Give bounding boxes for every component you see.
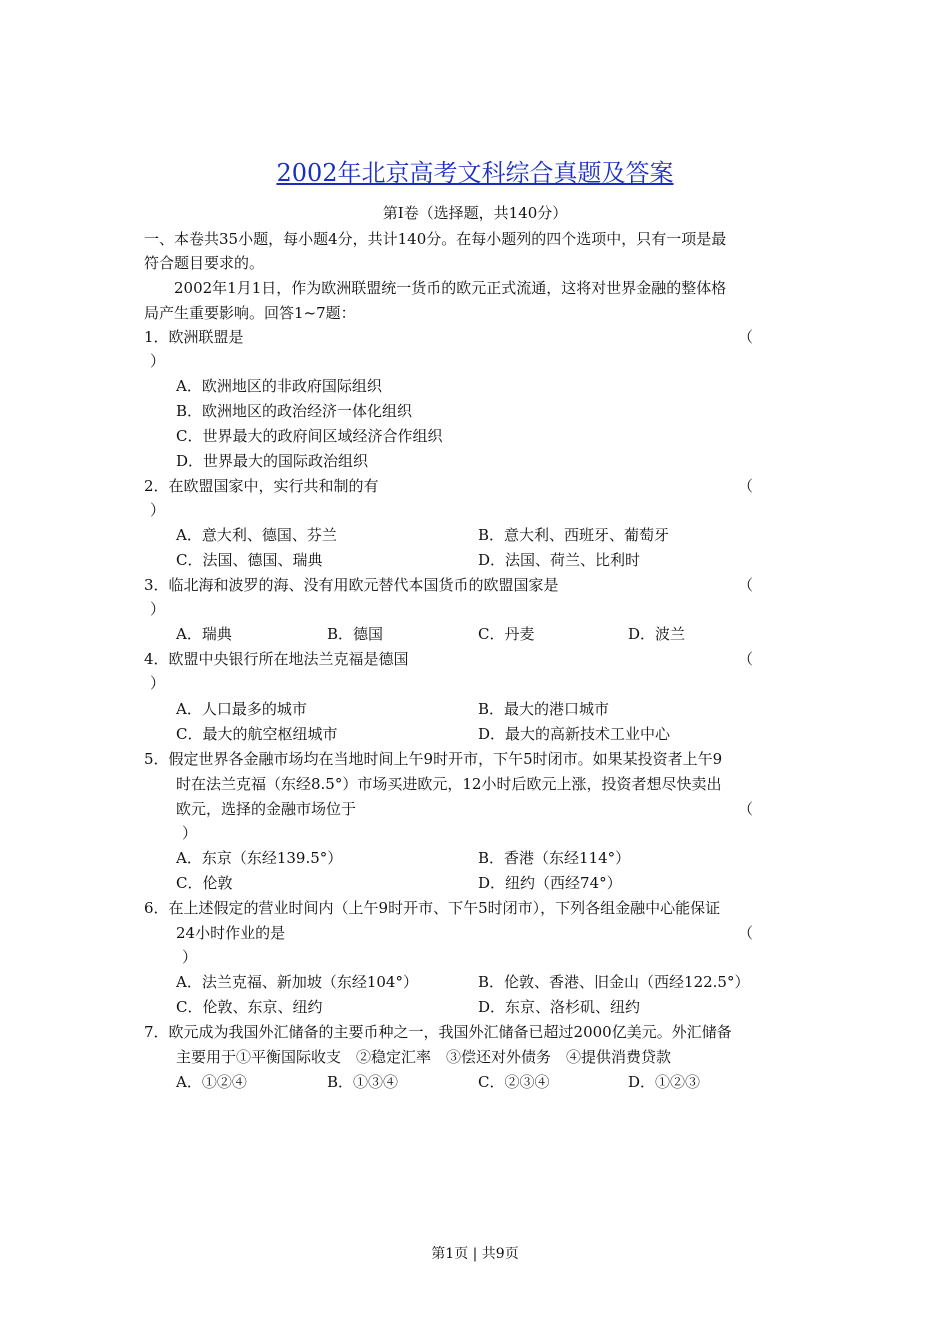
answer-paren-close: ）: [182, 824, 198, 842]
answer-paren-open: （: [738, 328, 754, 346]
answer-paren-open: （: [738, 650, 754, 668]
question-7-stem-line-1: 7．欧元成为我国外汇储备的主要币种之一，我国外汇储备已超过2000亿美元。外汇储备: [144, 1023, 732, 1041]
question-3-option-b: B．德国: [327, 625, 384, 643]
question-4-option-b: B．最大的港口城市: [478, 700, 610, 718]
answer-paren-open: （: [738, 477, 754, 495]
passage-line-2: 局产生重要影响。回答1~7题：: [144, 304, 356, 322]
question-6-option-a: A．法兰克福、新加坡（东经104°）: [176, 973, 418, 991]
page-title[interactable]: 2002年北京高考文科综合真题及答案: [276, 159, 674, 187]
question-1-option-d: D．世界最大的国际政治组织: [176, 452, 369, 470]
passage-line-1: 2002年1月1日，作为欧洲联盟统一货币的欧元正式流通，这将对世界金融的整体格: [174, 279, 727, 297]
question-5-option-b: B．香港（东经114°）: [478, 849, 631, 867]
question-5-stem-line-3: 欧元，选择的金融市场位于: [176, 800, 357, 818]
intro-line-2: 符合题目要求的。: [144, 254, 265, 272]
question-2-option-c: C．法国、德国、瑞典: [176, 551, 323, 569]
question-3-option-c: C．丹麦: [478, 625, 535, 643]
question-1-option-c: C．世界最大的政府间区域经济合作组织: [176, 427, 443, 445]
question-7-option-c: C．②③④: [478, 1073, 550, 1091]
question-1-stem: 1．欧洲联盟是: [144, 328, 244, 346]
question-6-stem-line-1: 6．在上述假定的营业时间内（上午9时开市、下午5时闭市），下列各组金融中心能保证: [144, 899, 721, 917]
answer-paren-open: （: [738, 800, 754, 818]
section-subtitle: 第Ⅰ卷（选择题，共140分）: [382, 204, 568, 222]
question-4-option-c: C．最大的航空枢纽城市: [176, 725, 338, 743]
question-6-option-c: C．伦敦、东京、纽约: [176, 998, 323, 1016]
question-7-option-a: A．①②④: [176, 1073, 247, 1091]
question-5-option-a: A．东京（东经139.5°）: [176, 849, 343, 867]
question-3-option-d: D．波兰: [628, 625, 686, 643]
question-5-stem-line-1: 5．假定世界各金融市场均在当地时间上午9时开市，下午5时闭市。如果某投资者上午9: [144, 750, 723, 768]
question-4-option-d: D．最大的高新技术工业中心: [478, 725, 671, 743]
question-2-option-b: B．意大利、西班牙、葡萄牙: [478, 526, 670, 544]
question-7-option-b: B．①③④: [327, 1073, 399, 1091]
question-6-option-b: B．伦敦、香港、旧金山（西经122.5°）: [478, 973, 750, 991]
intro-line-1: 一、本卷共35小题，每小题4分，共计140分。在每小题列的四个选项中，只有一项是最: [144, 230, 727, 248]
question-7-option-d: D．①②③: [628, 1073, 701, 1091]
question-5-option-d: D．纽约（西经74°）: [478, 874, 622, 892]
question-7-stem-line-2: 主要用于①平衡国际收支 ②稳定汇率 ③偿还对外债务 ④提供消费贷款: [176, 1048, 672, 1066]
answer-paren-close: ）: [150, 600, 166, 618]
question-6-stem-line-2: 24小时作业的是: [176, 924, 286, 942]
question-3-option-a: A．瑞典: [176, 625, 232, 643]
answer-paren-open: （: [738, 924, 754, 942]
page-footer: 第1页 | 共9页: [431, 1246, 519, 1262]
question-2-stem: 2．在欧盟国家中，实行共和制的有: [144, 477, 379, 495]
answer-paren-close: ）: [150, 352, 166, 370]
question-5-stem-line-2: 时在法兰克福（东经8.5°）市场买进欧元，12小时后欧元上涨，投资者想尽快卖出: [176, 775, 722, 793]
question-2-option-a: A．意大利、德国、芬兰: [176, 526, 337, 544]
answer-paren-close: ）: [150, 674, 166, 692]
question-1-option-a: A．欧洲地区的非政府国际组织: [176, 377, 382, 395]
answer-paren-close: ）: [150, 501, 166, 519]
question-2-option-d: D．法国、荷兰、比利时: [478, 551, 641, 569]
question-5-option-c: C．伦敦: [176, 874, 233, 892]
answer-paren-open: （: [738, 576, 754, 594]
question-6-option-d: D．东京、洛杉矶、纽约: [478, 998, 641, 1016]
question-4-option-a: A．人口最多的城市: [176, 700, 307, 718]
question-3-stem: 3．临北海和波罗的海、没有用欧元替代本国货币的欧盟国家是: [144, 576, 559, 594]
answer-paren-close: ）: [182, 948, 198, 966]
question-4-stem: 4．欧盟中央银行所在地法兰克福是德国: [144, 650, 409, 668]
question-1-option-b: B．欧洲地区的政治经济一体化组织: [176, 402, 413, 420]
